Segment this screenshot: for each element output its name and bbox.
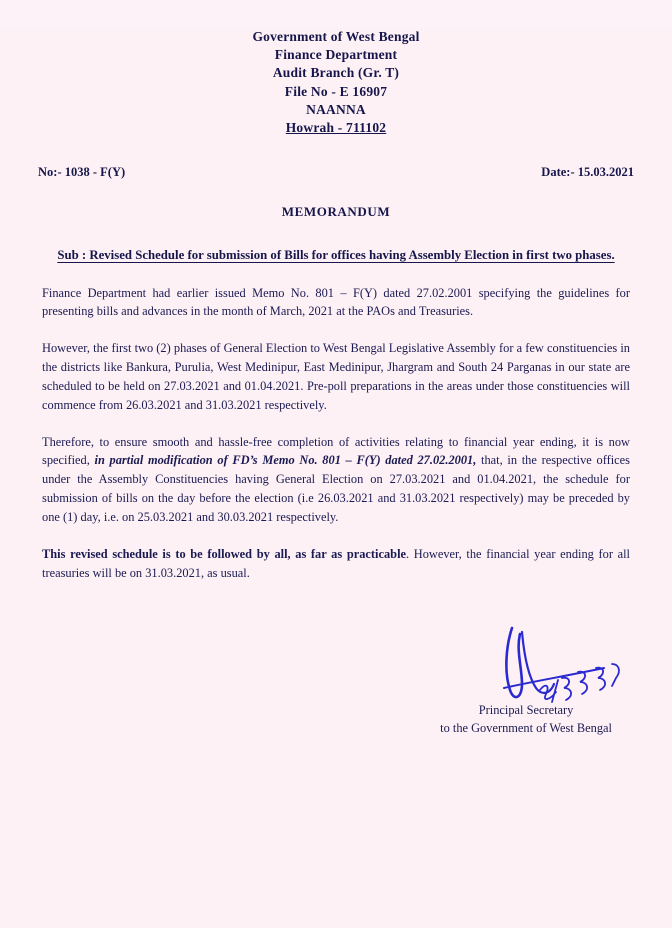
memo-number: No:- 1038 - F(Y) — [38, 165, 126, 180]
paragraph-3-part-1: Therefore, to ensure smooth and hassle-free completion of activities relating to financial year ending, it is now specified, — [42, 434, 630, 468]
memo-meta — [0, 165, 672, 180]
letterhead-line-4: File No - E 16907 — [284, 83, 388, 99]
paragraph-2: However, the first two (2) phases of General Election to West Bengal Legislative Assembly for a few constituencies in the districts like Bankura, Purulia, West Medinipur, East Medinipur, Jhargram and South 24 Parganas in our state are scheduled to be held on 27.03.2021 and 01.04.2021. Pre-poll preparations in the areas under those constituencies will commence from 26.03.2021 and 31.03.2021 respectively. — [42, 341, 630, 412]
page-title: MEMORANDUM — [281, 204, 391, 220]
signatory-name: Principal Secretary — [478, 703, 574, 718]
letterhead — [0, 28, 672, 137]
document-page — [0, 28, 672, 928]
paragraph-1: Finance Department had earlier issued Memo No. 801 – F(Y) dated 27.02.2001 specifying the guidelines for presenting bills and advances in the month of March, 2021 at the PAOs and Treasuries. — [42, 285, 630, 319]
paragraph-3-emphasis: in partial modification of FD’s Memo No. 801 – F(Y) dated 27.02.2001, — [94, 453, 477, 468]
letterhead-line-3: Audit Branch (Gr. T) — [272, 65, 400, 81]
signature-area — [0, 624, 672, 744]
letterhead-line-2: Finance Department — [274, 47, 398, 63]
paragraph-3-part-2: that, in the respective offices under the Assembly Constituencies having General Election on 27.03.2021 and 01.04.2021, the schedule for submission of bills on the day before the election (i.e 26.03.2021 and 31.03.2021 respectively) may be preceded by one (1) day, i.e. on 25.03.2021 and 30.03.2021 respectively. — [42, 453, 630, 524]
letterhead-line-5: NAANNA — [306, 101, 366, 117]
signatory-designation: to the Government of West Bengal — [440, 721, 612, 736]
paragraph-3 — [42, 433, 630, 527]
letterhead-line-6: Howrah - 711102 — [285, 120, 387, 136]
paragraph-4-bold: This revised schedule is to be followed by all, as far as practicable — [42, 546, 407, 561]
paragraph-4-rest: . However, the financial year ending for all treasuries will be on 31.03.2021, as usual. — [42, 546, 630, 580]
subject-line: Sub : Revised Schedule for submission of Bills for offices having Assembly Election in first two phases. — [57, 248, 615, 263]
letterhead-line-1: Government of West Bengal — [252, 29, 420, 44]
signatory-block — [440, 702, 612, 738]
paragraph-4 — [42, 545, 630, 583]
memo-date: Date:- 15.03.2021 — [541, 165, 634, 180]
